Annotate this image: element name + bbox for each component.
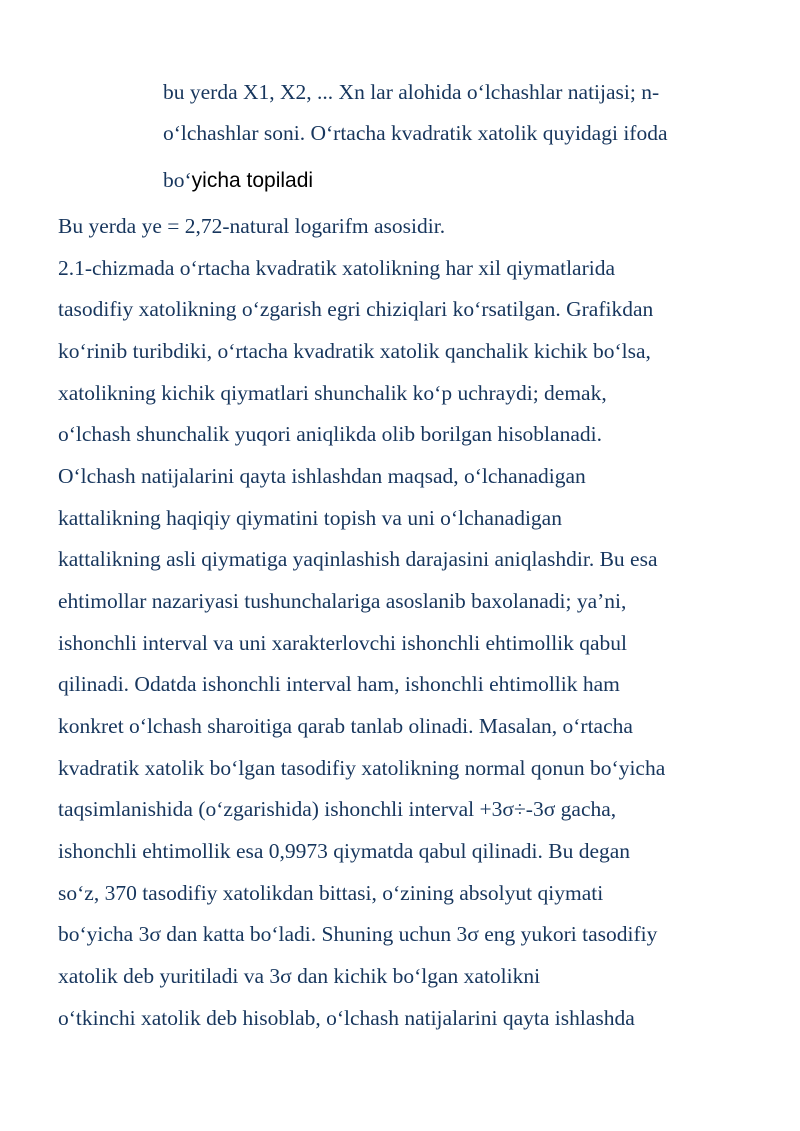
body-line: kvadratik xatolik bo‘lgan tasodifiy xatolikning normal qonun bo‘yicha [58, 756, 666, 780]
body-line: bo‘yicha 3σ dan katta bo‘ladi. Shuning uchun 3σ eng yukori tasodifiy [58, 922, 658, 946]
intro-line-3-sans: yicha topiladi [191, 169, 314, 192]
body-line: konkret o‘lchash sharoitiga qarab tanlab olinadi. Masalan, o‘rtacha [58, 714, 633, 738]
body-line: tasodifiy xatolikning o‘zgarish egri chiziqlari ko‘rsatilgan. Grafikdan [58, 297, 654, 321]
body-line: o‘tkinchi xatolik deb hisoblab, o‘lchash natijalarini qayta ishlashda [58, 1006, 635, 1030]
body-line: ehtimollar nazariyasi tushunchalariga asoslanib baxolanadi; ya’ni, [58, 589, 627, 613]
body-line: kattalikning haqiqiy qiymatini topish va uni o‘lchanadigan [58, 506, 562, 530]
body-line: ishonchli interval va uni xarakterlovchi ishonchli ehtimollik qabul [58, 631, 628, 655]
body-line: o‘lchash shunchalik yuqori aniqlikda olib borilgan hisoblanadi. [58, 422, 602, 446]
intro-line-2: o‘lchashlar soni. O‘rtacha kvadratik xatolik quyidagi ifoda [163, 121, 668, 145]
intro-line-3 [163, 170, 313, 192]
body-line: ishonchli ehtimollik esa 0,9973 qiymatda qabul qilinadi. Bu degan [58, 839, 631, 863]
body-line: xatolik deb yuritiladi va 3σ dan kichik bo‘lgan xatolikni [58, 964, 541, 988]
body-line: taqsimlanishida (o‘zgarishida) ishonchli interval +3σ÷-3σ gacha, [58, 797, 617, 821]
body-line: so‘z, 370 tasodifiy xatolikdan bittasi, o‘zining absolyut qiymati [58, 881, 604, 905]
body-line: xatolikning kichik qiymatlari shunchalik ko‘p uchraydi; demak, [58, 381, 607, 405]
body-line: qilinadi. Odatda ishonchli interval ham, ishonchli ehtimollik ham [58, 672, 620, 696]
body-line: kattalikning asli qiymatiga yaqinlashish darajasini aniqlashdir. Bu esa [58, 547, 658, 571]
body-line: O‘lchash natijalarini qayta ishlashdan maqsad, o‘lchanadigan [58, 464, 586, 488]
body-line: ko‘rinib turibdiki, o‘rtacha kvadratik xatolik qanchalik kichik bo‘lsa, [58, 339, 651, 363]
intro-line-3-serif: bo‘ [163, 168, 192, 192]
intro-line-1: bu yerda X1, X2, ... Xn lar alohida o‘lchashlar natijasi; n- [163, 80, 660, 104]
body-line: Bu yerda ye = 2,72-natural logarifm asosidir. [58, 214, 446, 238]
body-line: 2.1-chizmada o‘rtacha kvadratik xatolikning har xil qiymatlarida [58, 256, 616, 280]
